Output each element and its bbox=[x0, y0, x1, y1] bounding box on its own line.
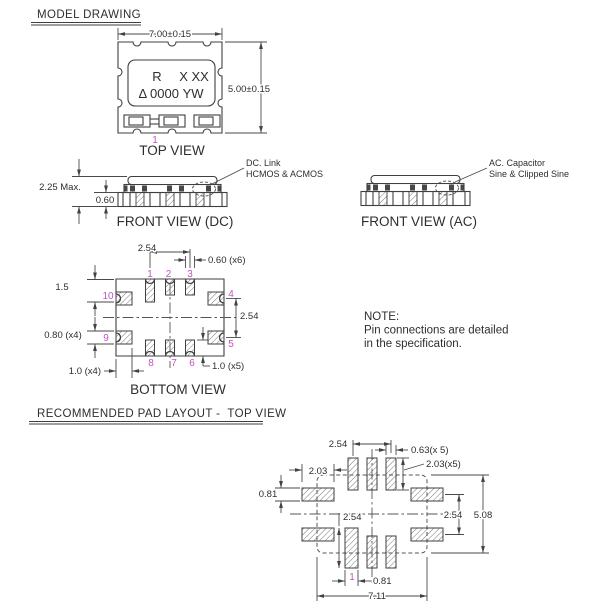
pin-label-1: 1 bbox=[147, 269, 153, 280]
note-heading: NOTE: bbox=[364, 311, 400, 323]
pin-label-5: 5 bbox=[228, 339, 234, 350]
dim-label: 1.0 (x4) bbox=[68, 366, 101, 377]
callout-line1: DC. Link bbox=[246, 158, 281, 168]
dim-label: 2.25 Max. bbox=[39, 182, 81, 193]
pin-label-7: 7 bbox=[171, 358, 177, 369]
dim-label: 2.54 bbox=[137, 243, 157, 254]
pad-5 bbox=[208, 331, 224, 344]
dim-label: 5.08 bbox=[473, 510, 493, 521]
package-lid-side bbox=[371, 176, 460, 184]
dim-label: 0.81 bbox=[258, 489, 278, 500]
land-pad-left-upper bbox=[302, 488, 334, 501]
marking-prefix: R bbox=[152, 69, 162, 84]
sheet-header bbox=[31, 9, 141, 25]
pin-label-4: 4 bbox=[228, 289, 234, 300]
view-title: TOP VIEW bbox=[139, 143, 205, 158]
dim-label: 1.0 (x5) bbox=[212, 361, 245, 372]
dim-label: 2.54 bbox=[240, 311, 259, 322]
dim-pad-width bbox=[375, 445, 449, 456]
dim-label: 0.80 (x4) bbox=[44, 330, 82, 341]
dim-label: 0.81 bbox=[373, 576, 392, 587]
land-pad-bottom-3 bbox=[386, 536, 396, 568]
view-title: FRONT VIEW (DC) bbox=[116, 214, 234, 229]
land-pad-top-2 bbox=[367, 458, 377, 490]
callout-line1: AC. Capacitor bbox=[489, 158, 546, 168]
pin-label-2: 2 bbox=[165, 269, 172, 280]
dim-label: 1.5 bbox=[55, 282, 69, 293]
pad-10 bbox=[116, 292, 132, 305]
marking-line2: Δ 0000 YW bbox=[138, 86, 204, 101]
section-title: RECOMMENDED PAD LAYOUT - TOP VIEW bbox=[37, 408, 287, 420]
dim-label: 2.54 bbox=[328, 439, 348, 450]
land-pad-top-3 bbox=[386, 458, 396, 490]
pad-4 bbox=[208, 292, 224, 305]
land-pad-right-upper bbox=[411, 488, 443, 501]
pad-8 bbox=[146, 340, 155, 356]
dim-label: 2.03 bbox=[308, 466, 328, 477]
dim-label: 0.60 (x6) bbox=[208, 255, 246, 266]
view-title: BOTTOM VIEW bbox=[130, 382, 226, 397]
dim-label: 5.00±0.15 bbox=[227, 84, 271, 95]
pin-label-6: 6 bbox=[189, 358, 195, 369]
dim-label: 0.60 bbox=[95, 195, 115, 206]
land-pad-left-lower bbox=[302, 528, 334, 541]
pad-3 bbox=[186, 279, 195, 295]
pad-9 bbox=[116, 331, 132, 344]
dim-label: 7.00±0.15 bbox=[148, 29, 192, 40]
pin1-label: 1 bbox=[152, 135, 158, 146]
note-line2: in the specification. bbox=[364, 338, 462, 350]
note-line1: Pin connections are detailed bbox=[364, 324, 509, 337]
view-title: FRONT VIEW (AC) bbox=[361, 214, 477, 229]
page-title: MODEL DRAWING bbox=[37, 9, 142, 21]
land-pad-pin1 bbox=[345, 528, 358, 568]
pin-label-3: 3 bbox=[187, 269, 193, 280]
pin-label-9: 9 bbox=[103, 333, 109, 344]
pad-2 bbox=[166, 279, 175, 295]
dim-label: 0.63(x 5) bbox=[411, 445, 449, 456]
marking-code: X XX bbox=[179, 69, 209, 84]
land-pad-right-lower bbox=[411, 528, 443, 541]
pin-label-10: 10 bbox=[102, 291, 114, 302]
dim-label: 2.03(x5) bbox=[426, 459, 461, 470]
callout-line2: Sine & Clipped Sine bbox=[489, 169, 570, 179]
pin-label-8: 8 bbox=[148, 358, 154, 369]
dim-label: 7.11 bbox=[368, 591, 386, 602]
pad-6 bbox=[186, 340, 195, 356]
land-pad-bottom-2 bbox=[367, 536, 377, 568]
pad-layout-header bbox=[29, 408, 286, 424]
pin1-label: 1 bbox=[349, 572, 355, 583]
dim-label: 2.54 bbox=[343, 512, 362, 523]
callout-line2: HCMOS & ACMOS bbox=[246, 169, 324, 179]
land-pad-top-1 bbox=[348, 458, 358, 490]
pad-7 bbox=[166, 340, 175, 356]
dim-label: 2.54 bbox=[443, 510, 463, 521]
package-lid-side bbox=[128, 177, 217, 185]
